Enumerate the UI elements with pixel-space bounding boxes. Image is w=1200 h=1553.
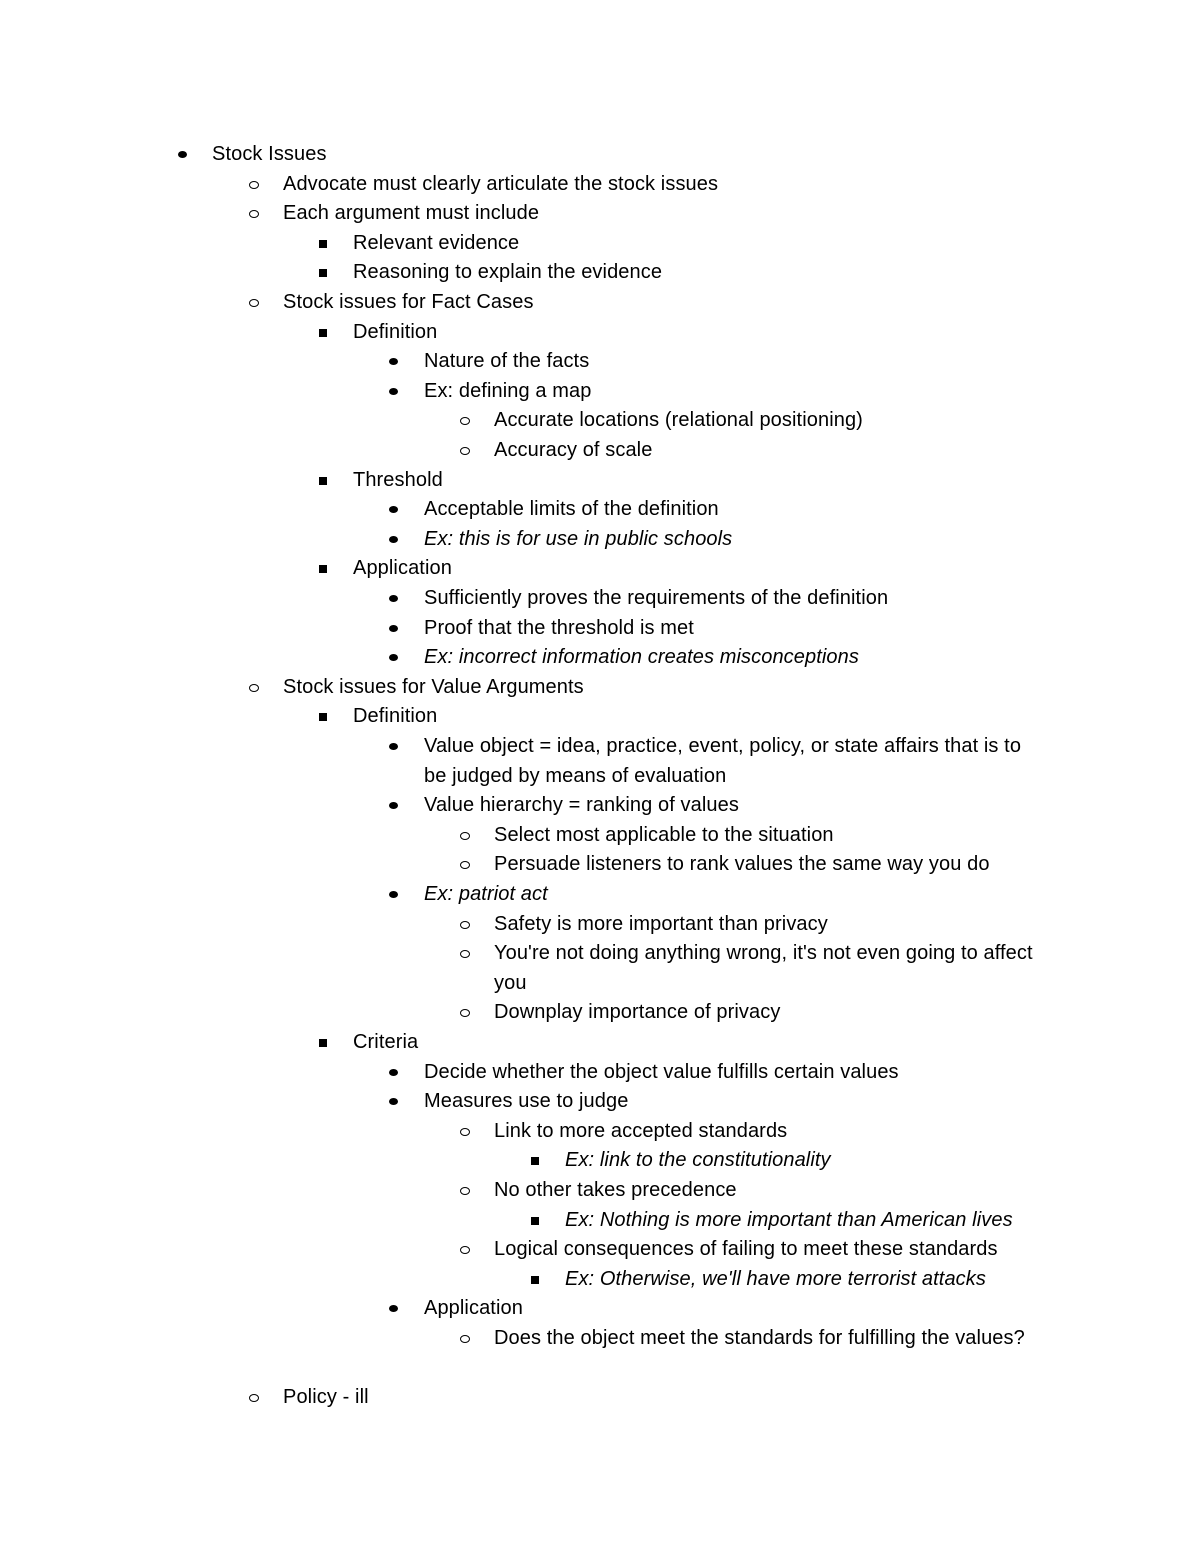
- outline-item-text: Does the object meet the standards for fulfilling the values?: [494, 1327, 1025, 1349]
- outline-item: [494, 850, 990, 880]
- outline-item-text: Criteria: [353, 1031, 419, 1053]
- outline-item-text: Definition: [353, 320, 438, 343]
- circle-bullet-icon: [460, 1246, 470, 1254]
- outline-item: [353, 318, 437, 348]
- outline-item: [424, 347, 589, 377]
- circle-bullet-icon: [249, 684, 259, 692]
- disc-bullet-icon: [389, 625, 398, 632]
- square-bullet-icon: [531, 1157, 539, 1165]
- outline-item-text: Proof that the threshold is met: [424, 616, 694, 639]
- outline-item: [424, 1087, 628, 1117]
- outline-item: [494, 406, 863, 436]
- circle-bullet-icon: [249, 1394, 259, 1402]
- circle-bullet-icon: [460, 832, 470, 840]
- outline-item-text: Ex: patriot act: [424, 883, 548, 905]
- circle-bullet-icon: [460, 1128, 470, 1136]
- disc-bullet-icon: [389, 743, 398, 750]
- outline-item-text: Downplay importance of privacy: [494, 1001, 781, 1024]
- outline-item: [353, 258, 662, 288]
- circle-bullet-icon: [249, 299, 259, 307]
- outline-item-text: Relevant evidence: [353, 231, 520, 254]
- disc-bullet-icon: [389, 1305, 398, 1312]
- outline-item: [424, 1294, 523, 1324]
- outline-item: [494, 1176, 737, 1206]
- outline-item-text: Policy - ill: [283, 1386, 369, 1409]
- disc-bullet-icon: [389, 506, 398, 513]
- square-bullet-icon: [319, 329, 327, 337]
- outline-item: [565, 1206, 1013, 1236]
- circle-bullet-icon: [460, 861, 470, 869]
- disc-bullet-icon: [389, 891, 398, 898]
- disc-bullet-icon: [389, 388, 398, 395]
- square-bullet-icon: [319, 713, 327, 721]
- outline-item-text: Safety is more important than privacy: [494, 912, 828, 935]
- outline-item-text: Each argument must include: [283, 202, 540, 225]
- outline-item-text: Accuracy of scale: [494, 439, 653, 461]
- outline-item: [424, 1058, 899, 1088]
- disc-bullet-icon: [389, 595, 398, 602]
- disc-bullet-icon: [389, 802, 398, 809]
- outline-item-text: Definition: [353, 705, 438, 728]
- circle-bullet-icon: [460, 447, 470, 455]
- circle-bullet-icon: [249, 181, 259, 189]
- outline-item: [494, 1235, 998, 1265]
- outline-item: [283, 199, 539, 229]
- outline-item: [424, 377, 591, 407]
- circle-bullet-icon: [460, 921, 470, 929]
- outline-item: [494, 821, 834, 851]
- circle-bullet-icon: [460, 1009, 470, 1017]
- outline-item: [494, 1324, 1034, 1354]
- outline-item: [353, 466, 443, 496]
- outline-item: [424, 643, 859, 673]
- outline-item-text: Logical consequences of failing to meet these standards: [494, 1238, 998, 1261]
- outline-item: [494, 910, 828, 940]
- outline-item-text: Persuade listeners to rank values the same way you do: [494, 853, 990, 876]
- outline-item: [353, 229, 519, 259]
- outline-item-text: Link to more accepted standards: [494, 1119, 788, 1142]
- square-bullet-icon: [319, 565, 327, 573]
- disc-bullet-icon: [178, 151, 187, 158]
- circle-bullet-icon: [249, 210, 259, 218]
- outline-item-text: Threshold: [353, 468, 443, 491]
- outline-item: [565, 1146, 831, 1176]
- circle-bullet-icon: [460, 950, 470, 958]
- outline-item-text: Accurate locations (relational positioning): [494, 409, 863, 432]
- disc-bullet-icon: [389, 1098, 398, 1105]
- outline-item-text: Application: [353, 557, 452, 580]
- disc-bullet-icon: [389, 536, 398, 543]
- outline-item: [353, 702, 437, 732]
- outline-item-text: Ex: this is for use in public schools: [424, 527, 733, 550]
- outline-item-text: Stock issues for Value Arguments: [283, 675, 584, 698]
- outline-item: [424, 880, 548, 910]
- outline-item: [424, 584, 888, 614]
- outline-item: [424, 732, 1049, 791]
- outline-item-text: Measures use to judge: [424, 1090, 629, 1113]
- outline-item-text: Ex: defining a map: [424, 379, 592, 402]
- outline-item: [494, 1117, 787, 1147]
- outline-item: [424, 614, 694, 644]
- outline-item-text: Ex: link to the constitutionality: [565, 1149, 831, 1172]
- outline-item-text: Ex: Otherwise, we'll have more terrorist attacks: [565, 1267, 986, 1290]
- square-bullet-icon: [531, 1217, 539, 1225]
- outline-item: [283, 1383, 369, 1413]
- outline-item: [565, 1265, 986, 1295]
- disc-bullet-icon: [389, 654, 398, 661]
- outline-item-text: Sufficiently proves the requirements of the definition: [424, 587, 889, 609]
- outline-item-text: Advocate must clearly articulate the stock issues: [283, 172, 719, 195]
- outline-item-text: Value object = idea, practice, event, policy, or state affairs that is to be judged by means of evaluation: [424, 735, 1022, 787]
- outline-item-text: Decide whether the object value fulfills certain values: [424, 1060, 899, 1083]
- outline-item-text: Stock Issues: [212, 143, 327, 165]
- disc-bullet-icon: [389, 358, 398, 365]
- outline-item-text: Select most applicable to the situation: [494, 823, 834, 846]
- outline-item-text: Acceptable limits of the definition: [424, 498, 719, 521]
- outline-item-text: Reasoning to explain the evidence: [353, 261, 663, 284]
- square-bullet-icon: [531, 1276, 539, 1284]
- circle-bullet-icon: [460, 1187, 470, 1195]
- outline-item-text: Application: [424, 1297, 523, 1320]
- outline-item: [424, 495, 719, 525]
- circle-bullet-icon: [460, 417, 470, 425]
- square-bullet-icon: [319, 477, 327, 485]
- square-bullet-icon: [319, 240, 327, 248]
- disc-bullet-icon: [389, 1069, 398, 1076]
- circle-bullet-icon: [460, 1335, 470, 1343]
- outline-item-text: Ex: incorrect information creates misconceptions: [424, 646, 859, 669]
- outline-item-text: Stock issues for Fact Cases: [283, 291, 534, 313]
- outline-item: [212, 140, 327, 170]
- square-bullet-icon: [319, 269, 327, 277]
- outline-item-text: Value hierarchy = ranking of values: [424, 794, 739, 817]
- outline-item: [424, 791, 739, 821]
- outline-item: [283, 288, 534, 318]
- outline-item: [424, 525, 732, 555]
- outline-item: [353, 1028, 418, 1058]
- outline-item: [283, 673, 584, 703]
- outline-item: [494, 939, 1034, 998]
- outline-item: [283, 170, 718, 200]
- outline-item-text: Ex: Nothing is more important than American lives: [565, 1208, 1013, 1231]
- outline-item: [494, 998, 780, 1028]
- outline-item-text: No other takes precedence: [494, 1179, 737, 1201]
- outline-item: [353, 554, 452, 584]
- outline-item-text: Nature of the facts: [424, 350, 590, 373]
- outline-item: [494, 436, 652, 466]
- square-bullet-icon: [319, 1039, 327, 1047]
- outline-item-text: You're not doing anything wrong, it's not even going to affect you: [494, 942, 1033, 994]
